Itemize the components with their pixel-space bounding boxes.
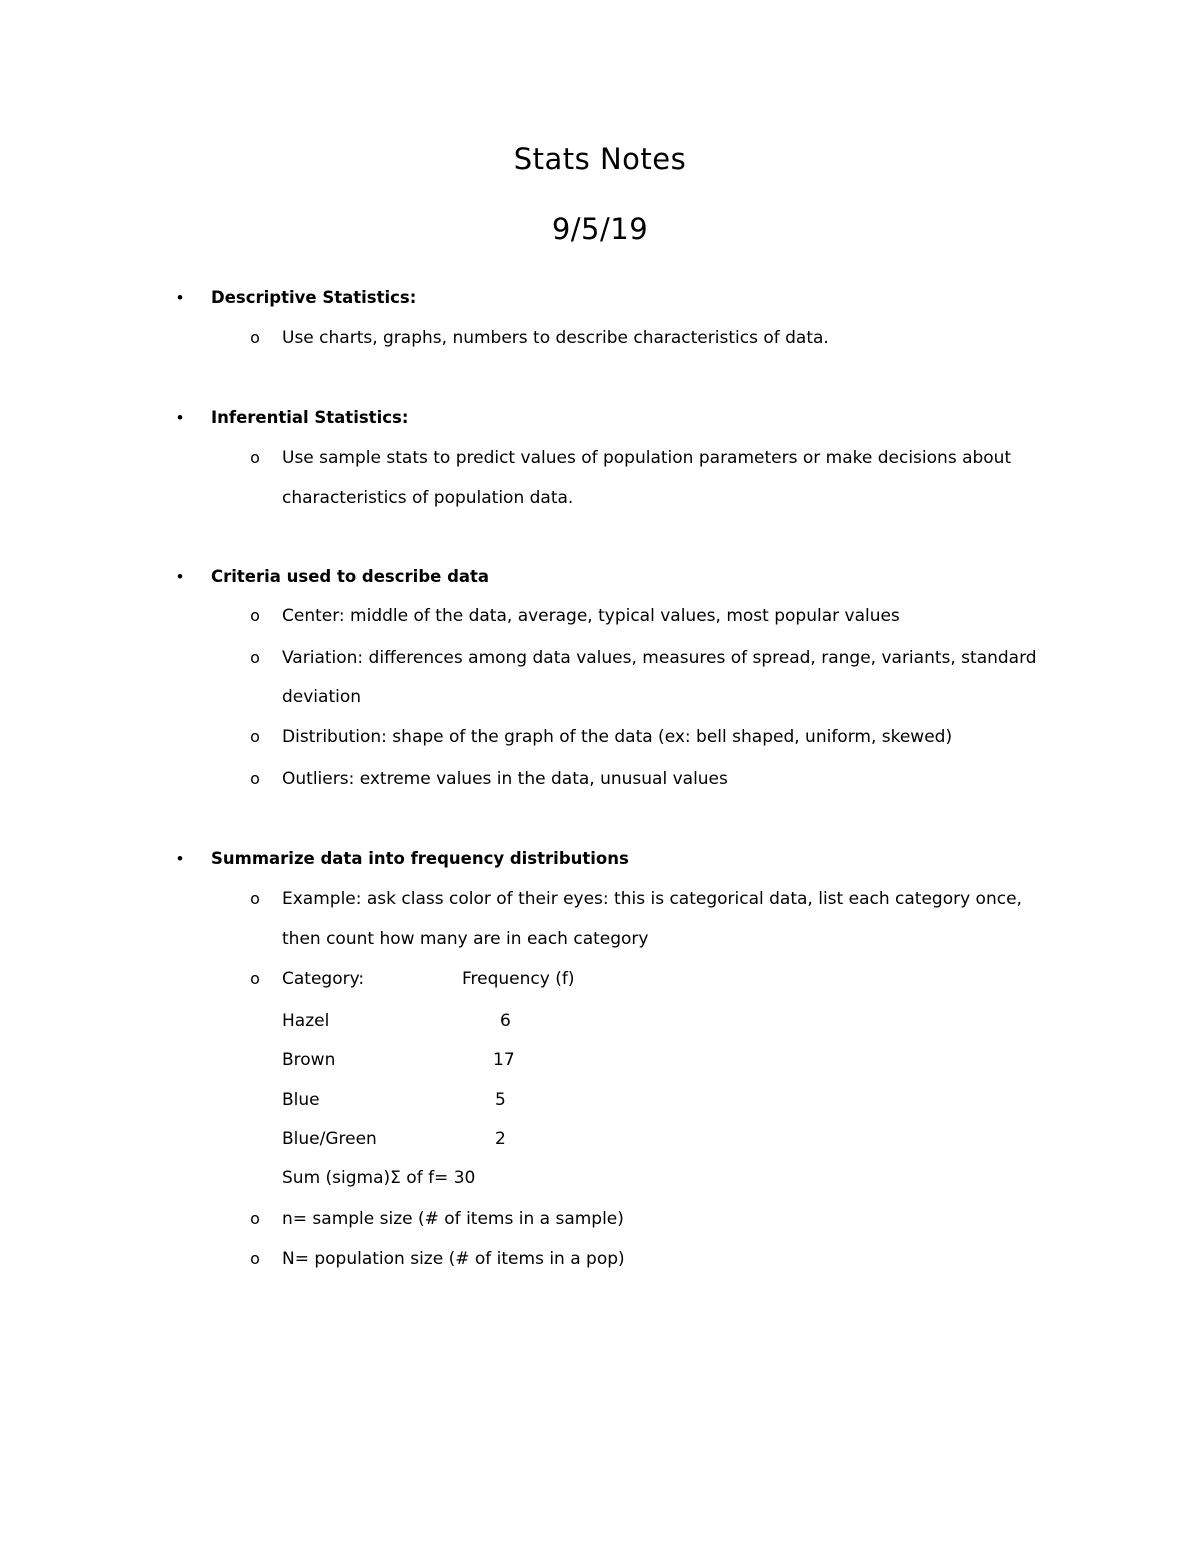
table-cell-category: Hazel — [282, 1011, 330, 1031]
page-title: Stats Notes — [513, 142, 687, 176]
list-item: Center: middle of the data, average, typical values, most popular values — [282, 606, 900, 626]
list-item-continuation: deviation — [282, 687, 362, 707]
list-item-continuation: characteristics of population data. — [282, 488, 574, 508]
table-header-frequency: Frequency (f) — [462, 969, 575, 989]
bullet-icon: • — [177, 567, 183, 586]
bullet-icon: • — [177, 408, 183, 427]
table-cell-category: Blue — [282, 1090, 320, 1110]
bullet-icon: • — [177, 288, 183, 307]
table-cell-category: Brown — [282, 1050, 336, 1070]
list-item: Use charts, graphs, numbers to describe characteristics of data. — [282, 328, 829, 348]
section-heading-inferential: Inferential Statistics: — [211, 408, 409, 427]
sub-bullet-icon: o — [250, 448, 260, 467]
definition-population-size: N= population size (# of items in a pop) — [282, 1249, 625, 1269]
sub-bullet-icon: o — [250, 889, 260, 908]
sub-bullet-icon: o — [250, 1249, 260, 1268]
table-header-category: Category: — [282, 969, 365, 989]
list-item: Variation: differences among data values, measures of spread, range, variants, standard — [282, 648, 1037, 668]
page-date: 9/5/19 — [551, 212, 649, 246]
section-heading-criteria: Criteria used to describe data — [211, 567, 490, 586]
table-sum: Sum (sigma)Σ of f= 30 — [282, 1168, 476, 1188]
table-cell-frequency: 5 — [495, 1090, 506, 1110]
table-cell-frequency: 2 — [495, 1129, 506, 1149]
definition-sample-size: n= sample size (# of items in a sample) — [282, 1209, 624, 1229]
sub-bullet-icon: o — [250, 1209, 260, 1228]
table-cell-frequency: 17 — [493, 1050, 515, 1070]
sub-bullet-icon: o — [250, 727, 260, 746]
sub-bullet-icon: o — [250, 969, 260, 988]
bullet-icon: • — [177, 849, 183, 868]
table-cell-category: Blue/Green — [282, 1129, 377, 1149]
list-item: Use sample stats to predict values of population parameters or make decisions about — [282, 448, 1012, 468]
list-item: Example: ask class color of their eyes: this is categorical data, list each category once, — [282, 889, 1022, 909]
section-heading-descriptive: Descriptive Statistics: — [211, 288, 417, 307]
section-heading-frequency: Summarize data into frequency distributions — [211, 849, 629, 868]
table-cell-frequency: 6 — [500, 1011, 511, 1031]
sub-bullet-icon: o — [250, 606, 260, 625]
sub-bullet-icon: o — [250, 328, 260, 347]
sub-bullet-icon: o — [250, 769, 260, 788]
list-item: Distribution: shape of the graph of the data (ex: bell shaped, uniform, skewed) — [282, 727, 953, 747]
sub-bullet-icon: o — [250, 648, 260, 667]
list-item: Outliers: extreme values in the data, unusual values — [282, 769, 728, 789]
list-item-continuation: then count how many are in each category — [282, 929, 649, 949]
